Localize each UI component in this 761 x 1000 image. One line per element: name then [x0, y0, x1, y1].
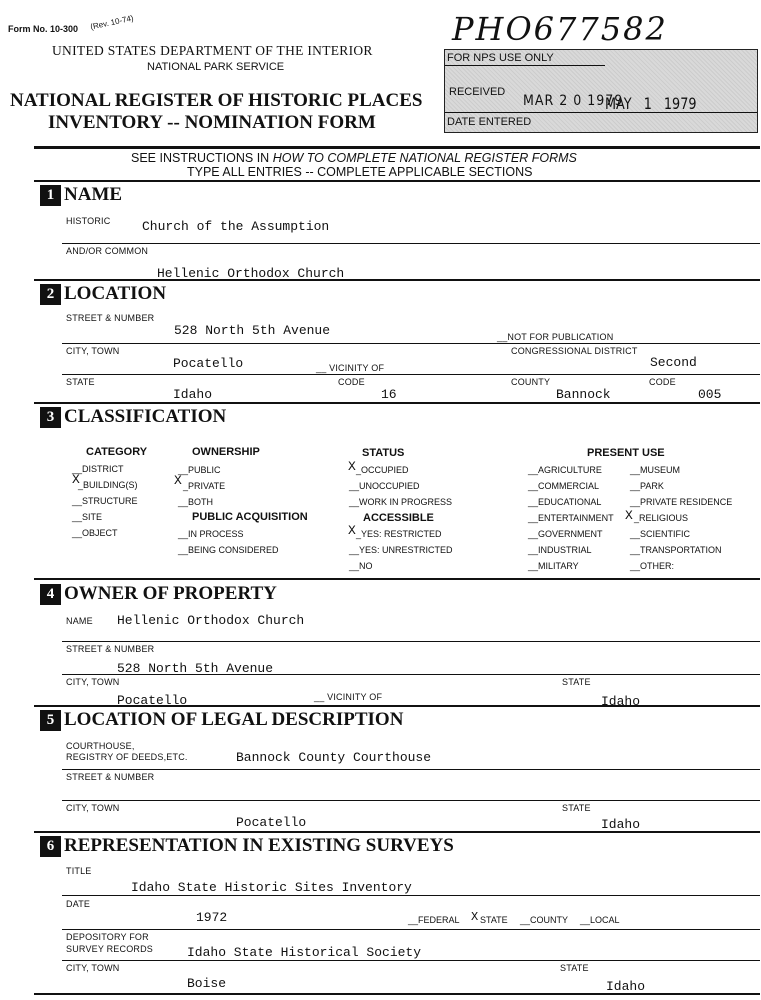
courthouse-label-line1: COURTHOUSE, [66, 741, 135, 751]
use-transportation[interactable]: __TRANSPORTATION [630, 545, 722, 555]
nps-use-label: FOR NPS USE ONLY [447, 52, 554, 64]
owner-street-value: 528 North 5th Avenue [117, 661, 274, 676]
status-unoccupied[interactable]: __UNOCCUPIED [349, 481, 420, 491]
legal-state-value: Idaho [601, 817, 641, 832]
survey-date-value: 1972 [196, 910, 228, 925]
ownership-public[interactable]: __PUBLIC [178, 465, 221, 475]
owner-street-label: STREET & NUMBER [66, 644, 155, 654]
state-value: Idaho [173, 387, 213, 402]
received-label: RECEIVED [449, 86, 506, 98]
courthouse-value: Bannock County Courthouse [236, 750, 432, 765]
status-heading: STATUS [362, 447, 405, 459]
nps-use-box [444, 49, 758, 133]
status-occupied-mark: X [348, 459, 356, 474]
ownership-private[interactable]: _PRIVATE [183, 481, 226, 491]
depository-label-line1: DEPOSITORY FOR [66, 932, 149, 942]
owner-city-value: Pocatello [117, 693, 188, 708]
present-use-heading: PRESENT USE [587, 447, 665, 459]
survey-state-label: STATE [560, 963, 589, 973]
legal-street-label: STREET & NUMBER [66, 772, 155, 782]
form-title-line1: NATIONAL REGISTER OF HISTORIC PLACES [10, 90, 423, 111]
form-revision: (Rev. 10-74) [89, 13, 135, 32]
section-number-5: 5 [40, 710, 61, 731]
legal-state-label: STATE [562, 803, 591, 813]
use-agriculture[interactable]: __AGRICULTURE [528, 465, 602, 475]
survey-state-value: Idaho [606, 979, 646, 994]
owner-state-label: STATE [562, 677, 591, 687]
use-entertainment[interactable]: __ENTERTAINMENT [528, 513, 614, 523]
section-number-1: 1 [40, 185, 61, 206]
use-military[interactable]: __MILITARY [528, 561, 579, 571]
county-code-label: CODE [649, 377, 676, 387]
not-for-publication-option: __NOT FOR PUBLICATION [497, 332, 614, 342]
survey-local-option[interactable]: __LOCAL [580, 915, 620, 925]
department-title: UNITED STATES DEPARTMENT OF THE INTERIOR [52, 43, 373, 58]
owner-vicinity-option: __ VICINITY OF [314, 692, 383, 702]
survey-city-value: Boise [187, 976, 227, 991]
section-number-4: 4 [40, 584, 61, 605]
survey-county-option[interactable]: __COUNTY [520, 915, 569, 925]
owner-name-label: NAME [66, 616, 93, 626]
legal-city-value: Pocatello [236, 815, 307, 830]
use-religious[interactable]: _RELIGIOUS [634, 513, 689, 523]
section-title-owner: OWNER OF PROPERTY [64, 583, 277, 604]
owner-state-value: Idaho [601, 694, 641, 709]
received-stamp-2: MAY 1 1979 [605, 94, 697, 113]
survey-city-label: CITY, TOWN [66, 963, 120, 973]
section-title-legal-description: LOCATION OF LEGAL DESCRIPTION [64, 709, 404, 730]
public-acquisition-heading: PUBLIC ACQUISITION [192, 511, 308, 523]
use-park[interactable]: __PARK [630, 481, 664, 491]
ownership-private-mark: X [174, 473, 182, 488]
form-number: Form No. 10-300 [8, 24, 79, 34]
ownership-both[interactable]: __BOTH [178, 497, 214, 507]
common-name-value: Hellenic Orthodox Church [157, 266, 345, 281]
category-heading: CATEGORY [86, 446, 148, 458]
survey-state-mark: X [471, 910, 479, 924]
accessible-no[interactable]: __NO [349, 561, 373, 571]
received-stamp-1: MAR 2 0 1979 [523, 93, 624, 109]
survey-date-label: DATE [66, 899, 91, 909]
historic-name-value: Church of the Assumption [142, 219, 330, 234]
vicinity-option: __ VICINITY OF [316, 363, 385, 373]
street-value: 528 North 5th Avenue [174, 323, 331, 338]
use-industrial[interactable]: __INDUSTRIAL [528, 545, 592, 555]
county-code-value: 005 [698, 387, 722, 402]
survey-title-value: Idaho State Historic Sites Inventory [131, 880, 412, 895]
category-structure[interactable]: __STRUCTURE [72, 496, 138, 506]
category-district[interactable]: __DISTRICT [72, 464, 124, 474]
legal-city-label: CITY, TOWN [66, 803, 120, 813]
use-educational[interactable]: __EDUCATIONAL [528, 497, 602, 507]
common-name-label: AND/OR COMMON [66, 246, 149, 256]
ownership-heading: OWNERSHIP [192, 446, 260, 458]
section-number-2: 2 [40, 284, 61, 305]
status-occupied[interactable]: _OCCUPIED [356, 465, 409, 475]
congressional-district-label: CONGRESSIONAL DISTRICT [511, 346, 638, 356]
use-other[interactable]: __OTHER: [630, 561, 675, 571]
courthouse-label-line2: REGISTRY OF DEEDS,ETC. [66, 752, 188, 762]
congressional-district-value: Second [650, 355, 697, 370]
accessible-restricted-mark: X [348, 523, 356, 538]
city-value: Pocatello [173, 356, 244, 371]
state-code-label: CODE [338, 377, 365, 387]
category-building-mark: X [72, 472, 80, 487]
category-building[interactable]: _BUILDING(S) [78, 480, 138, 490]
street-number-label: STREET & NUMBER [66, 313, 155, 323]
category-object[interactable]: __OBJECT [72, 528, 118, 538]
status-work-in-progress[interactable]: __WORK IN PROGRESS [349, 497, 453, 507]
survey-federal-option[interactable]: __FEDERAL [408, 915, 460, 925]
use-scientific[interactable]: __SCIENTIFIC [630, 529, 691, 539]
county-label: COUNTY [511, 377, 551, 387]
section-title-classification: CLASSIFICATION [64, 406, 227, 427]
historic-label: HISTORIC [66, 216, 111, 226]
accessible-unrestricted[interactable]: __YES: UNRESTRICTED [349, 545, 453, 555]
instructions-line-1: SEE INSTRUCTIONS IN HOW TO COMPLETE NATIONAL REGISTER FORMS [131, 151, 577, 165]
section-number-6: 6 [40, 836, 61, 857]
depository-value: Idaho State Historical Society [187, 945, 422, 960]
city-town-label: CITY, TOWN [66, 346, 120, 356]
date-entered-label: DATE ENTERED [447, 116, 532, 128]
survey-state-option[interactable]: STATE [480, 915, 508, 925]
service-title: NATIONAL PARK SERVICE [147, 61, 285, 73]
accessible-heading: ACCESSIBLE [363, 512, 434, 524]
section-title-name: NAME [64, 184, 123, 205]
survey-title-label: TITLE [66, 866, 92, 876]
acquisition-in-process[interactable]: __IN PROCESS [178, 529, 244, 539]
accessible-restricted[interactable]: _YES: RESTRICTED [356, 529, 442, 539]
use-commercial[interactable]: __COMMERCIAL [528, 481, 600, 491]
section-title-location: LOCATION [64, 283, 167, 304]
section-number-3: 3 [40, 407, 61, 428]
state-label: STATE [66, 377, 95, 387]
owner-name-value: Hellenic Orthodox Church [117, 613, 305, 628]
acquisition-being-considered[interactable]: __BEING CONSIDERED [178, 545, 279, 555]
category-site[interactable]: __SITE [72, 512, 103, 522]
use-government[interactable]: __GOVERNMENT [528, 529, 603, 539]
state-code-value: 16 [381, 387, 397, 402]
section-title-surveys: REPRESENTATION IN EXISTING SURVEYS [64, 835, 454, 856]
depository-label-line2: SURVEY RECORDS [66, 944, 153, 954]
owner-city-label: CITY, TOWN [66, 677, 120, 687]
form-title-line2: INVENTORY -- NOMINATION FORM [48, 112, 376, 133]
use-religious-mark: X [625, 508, 633, 523]
handwritten-id: PHO677582 [452, 10, 668, 48]
use-private-residence[interactable]: __PRIVATE RESIDENCE [630, 497, 733, 507]
use-museum[interactable]: __MUSEUM [630, 465, 681, 475]
instructions-line-2: TYPE ALL ENTRIES -- COMPLETE APPLICABLE SECTIONS [187, 165, 533, 179]
county-value: Bannock [556, 387, 611, 402]
